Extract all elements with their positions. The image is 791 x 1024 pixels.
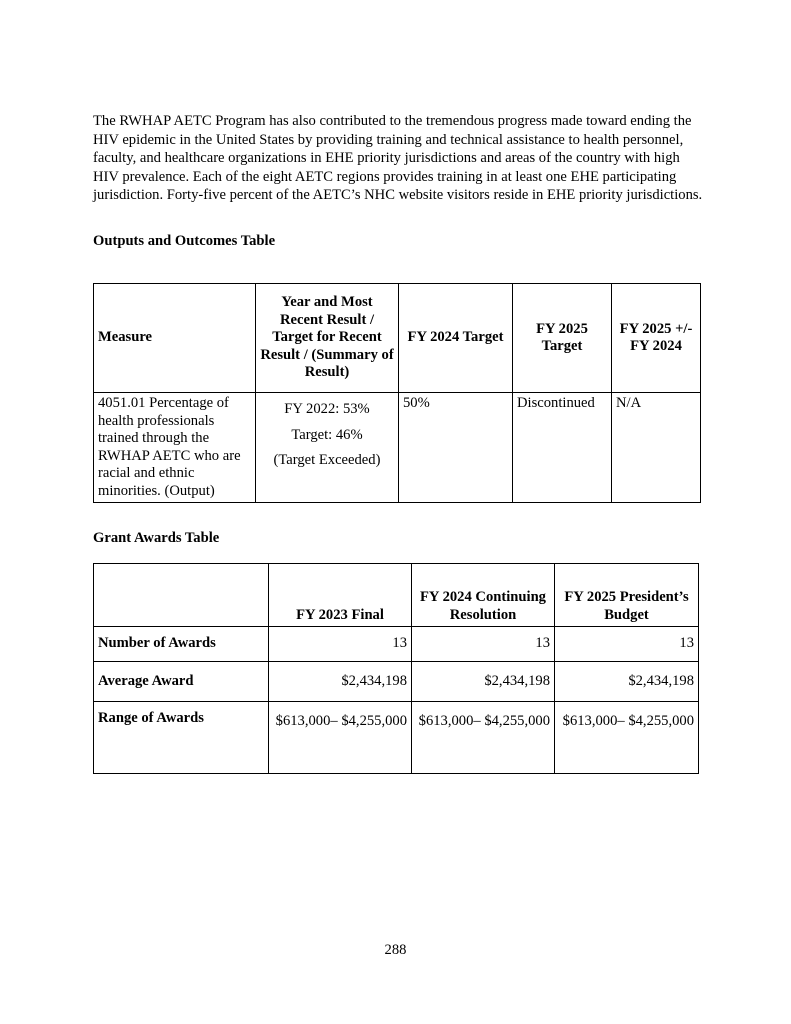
cell: $613,000– $4,255,000: [412, 702, 555, 774]
row-label: Range of Awards: [94, 702, 269, 774]
cell: 13: [269, 627, 412, 662]
header-fy2023: FY 2023 Final: [269, 564, 412, 627]
cell: $613,000– $4,255,000: [555, 702, 699, 774]
table-row: [94, 702, 699, 774]
cell: $2,434,198: [412, 662, 555, 702]
cell: 13: [555, 627, 699, 662]
header-blank: [94, 564, 269, 627]
fy2024-cell: 50%: [399, 393, 513, 503]
header-fy2024: FY 2024 Continuing Resolution: [412, 564, 555, 627]
cell: $613,000– $4,255,000: [269, 702, 412, 774]
header-fy2025: FY 2025 President’s Budget: [555, 564, 699, 627]
table-row: [94, 627, 699, 662]
target-value: Target: 46%: [291, 426, 363, 443]
header-fy2024: FY 2024 Target: [399, 284, 513, 393]
header-measure: Measure: [94, 284, 256, 393]
header-diff: FY 2025 +/- FY 2024: [612, 284, 701, 393]
cell: $2,434,198: [269, 662, 412, 702]
table-row: [94, 662, 699, 702]
intro-paragraph: The RWHAP AETC Program has also contributed to the tremendous progress made toward ending the HIV epidemic in the United States by providing training and technical assistance to health personnel, faculty, and healthcare organizations in EHE priority jurisdictions and areas of the country with high HIV prevalence. Each of the eight AETC regions provides training in at least one EHE participating jurisdiction. Forty-five percent of the AETC’s NHC website visitors reside in EHE priority jurisdictions.: [93, 113, 703, 204]
outputs-heading: Outputs and Outcomes Table: [93, 233, 276, 249]
result-value: FY 2022: 53%: [284, 401, 370, 417]
row-label: Average Award: [94, 662, 269, 702]
table-header-row: [94, 284, 701, 393]
diff-cell: N/A: [612, 393, 701, 503]
row-label: Number of Awards: [94, 627, 269, 662]
header-fy2025: FY 2025 Target: [513, 284, 612, 393]
summary-value: (Target Exceeded): [273, 452, 381, 468]
fy2025-cell: Discontinued: [513, 393, 612, 503]
table-row: [94, 393, 701, 503]
grants-table: [93, 563, 699, 774]
page-number: 288: [384, 942, 407, 958]
outputs-table: [93, 283, 701, 503]
cell: 13: [412, 627, 555, 662]
header-result: Year and Most Recent Result / Target for Recent Result / (Summary of Result): [256, 284, 399, 393]
measure-cell: 4051.01 Percentage of health professionals trained through the RWHAP AETC who are racial and ethnic minorities. (Output): [94, 393, 256, 503]
table-header-row: [94, 564, 699, 627]
grants-heading: Grant Awards Table: [93, 530, 220, 546]
result-cell: [256, 393, 399, 503]
cell: $2,434,198: [555, 662, 699, 702]
